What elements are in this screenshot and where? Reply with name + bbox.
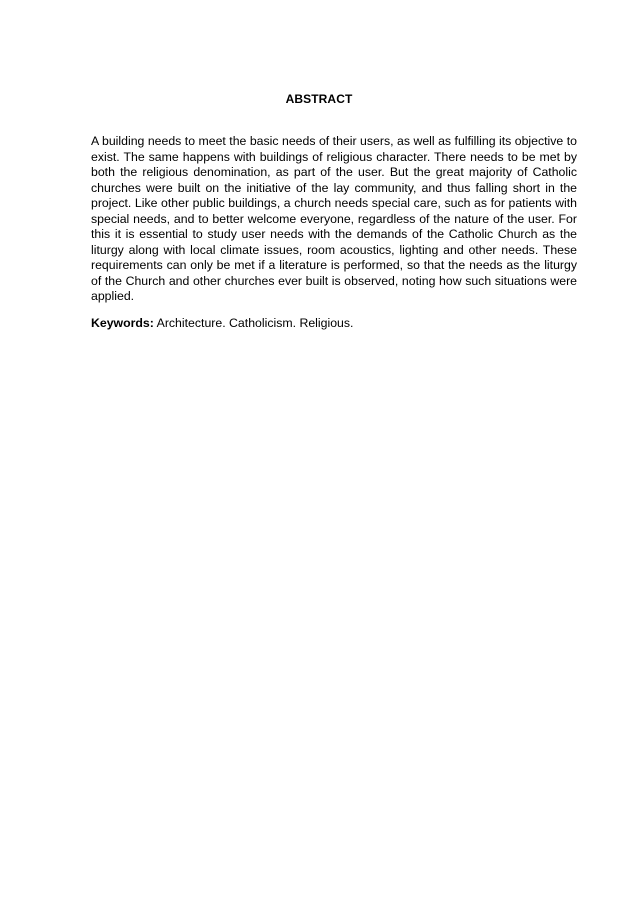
keywords-list: Architecture. Catholicism. Religious.	[153, 316, 354, 330]
abstract-heading: ABSTRACT	[285, 92, 353, 106]
keywords-label: Keywords:	[91, 316, 154, 330]
abstract-paragraph: A building needs to meet the basic needs of their users, as well as fulfilling its objective to exist. The same happens with buildings of religious character. There needs to be met by both the religious denomination, as part of the user. But the great majority of Catholic churches were built on the initiative of the lay community, and thus falling short in the project. Like other public buildings, a church needs special care, such as for patients with special needs, and to better welcome everyone, regardless of the nature of the user. For this it is essential to study user needs with the demands of the Catholic Church as the liturgy along with local climate issues, room acoustics, lighting and other needs. These requirements can only be met if a literature is performed, so that the needs as the liturgy of the Church and other churches ever built is observed, noting how such situations were applied.	[91, 134, 577, 303]
keywords-line	[91, 316, 577, 332]
